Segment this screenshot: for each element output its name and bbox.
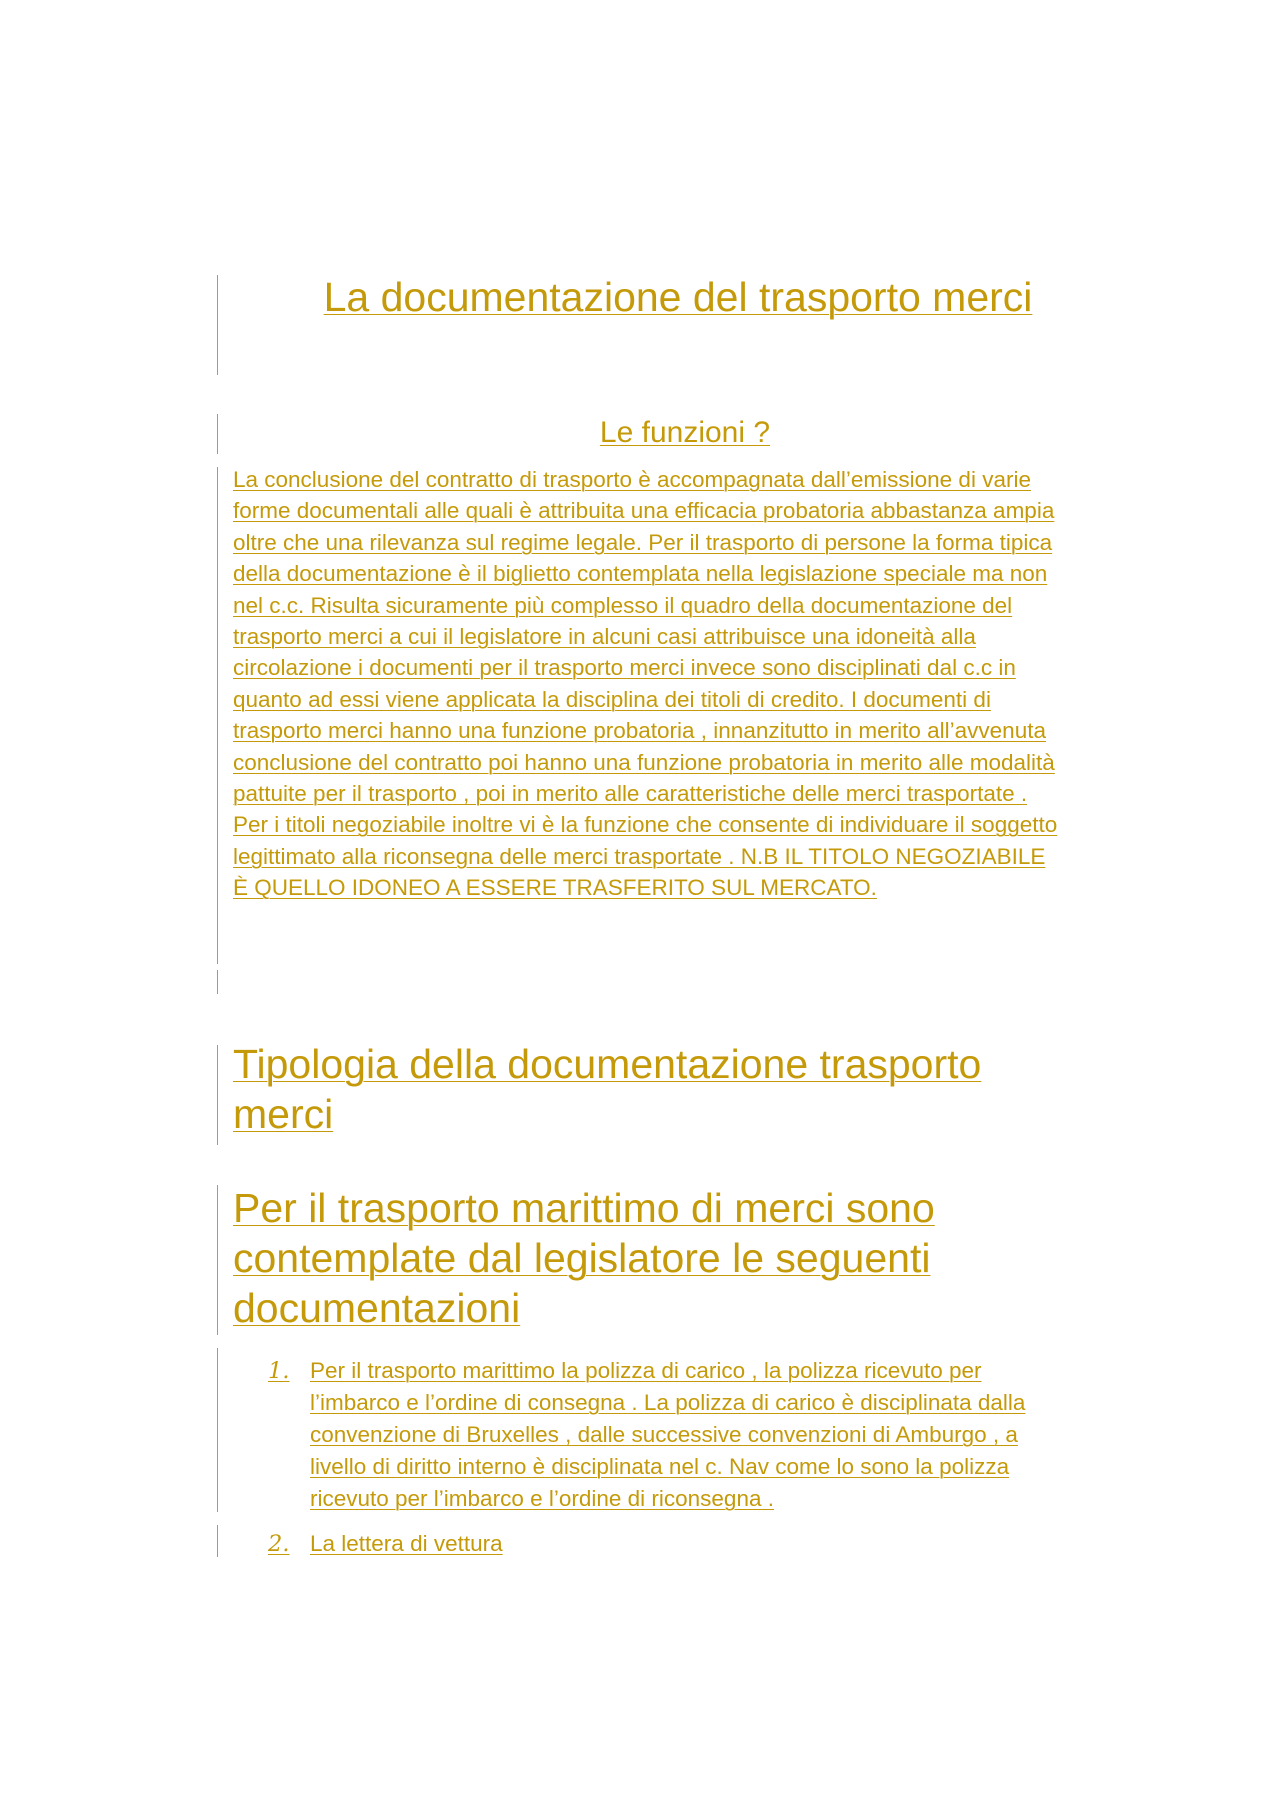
heading-marittimo [233, 1183, 1023, 1333]
list-item [268, 1355, 1068, 1515]
list-item-text: La lettera di vettura [310, 1531, 503, 1556]
body-paragraph [233, 464, 1063, 904]
heading-tipologia [233, 1039, 1063, 1139]
change-bar [217, 414, 218, 454]
change-bar [217, 970, 218, 994]
list-item-text: Per il trasporto marittimo la polizza di carico , la polizza ricevuto per l’imbarco e l’ordine di consegna . La polizza di carico è disciplinata dalla convenzione di Bruxelles , dalle successive convenzioni di Amburgo , a livello di diritto interno è disciplinata nel c. Nav come lo sono la polizza ricevuto per l’imbarco e l’ordine di riconsegna . [310, 1358, 1026, 1511]
section-subtitle [233, 414, 1137, 452]
change-bar [217, 1045, 218, 1145]
document-title-text: La documentazione del trasporto merci [323, 274, 1033, 320]
change-bar [217, 1348, 218, 1512]
heading-marittimo-text: Per il trasporto marittimo di merci sono contemplate dal legislatore le seguenti documentazioni [233, 1185, 935, 1331]
body-paragraph-text: La conclusione del contratto di trasporto è accompagnata dall’emissione di varie forme documentali alle quali è attribuita una efficacia probatoria abbastanza ampia oltre che una rilevanza sul regime legale. Per il trasporto di persone la forma tipica della documentazione è il biglietto contemplata nella legislazione speciale ma non nel c.c. Risulta sicuramente più complesso il quadro della documentazione del trasporto merci a cui il legislatore in alcuni casi attribuisce una idoneità alla circolazione i documenti per il trasporto merci invece sono disciplinati dal c.c in quanto ad essi viene applicata la disciplina dei titoli di credito. I documenti di trasporto merci hanno una funzione probatoria , innanzitutto in merito all’avvenuta conclusione del contratto poi hanno una funzione probatoria in merito alle modalità pattuite per il trasporto , poi in merito alle caratteristiche delle merci trasportate . Per i titoli negoziabile inoltre vi è la funzione che consente di individuare il soggetto legittimato alla riconsegna delle merci trasportate . N.B IL TITOLO NEGOZIABILE È QUELLO IDONEO A ESSERE TRASFERITO SUL MERCATO. [233, 467, 1058, 901]
list-item-number: 2. [268, 1531, 290, 1557]
change-bar [217, 467, 218, 964]
change-bar [217, 1185, 218, 1335]
list-item [268, 1528, 1068, 1560]
document-title [233, 272, 1123, 323]
change-bar [217, 275, 218, 375]
change-bar [217, 1525, 218, 1557]
documentation-list [268, 1355, 1068, 1560]
section-subtitle-text: Le funzioni ? [599, 416, 771, 449]
list-item-number: 1. [268, 1358, 290, 1384]
heading-tipologia-text: Tipologia della documentazione trasporto merci [233, 1041, 982, 1137]
